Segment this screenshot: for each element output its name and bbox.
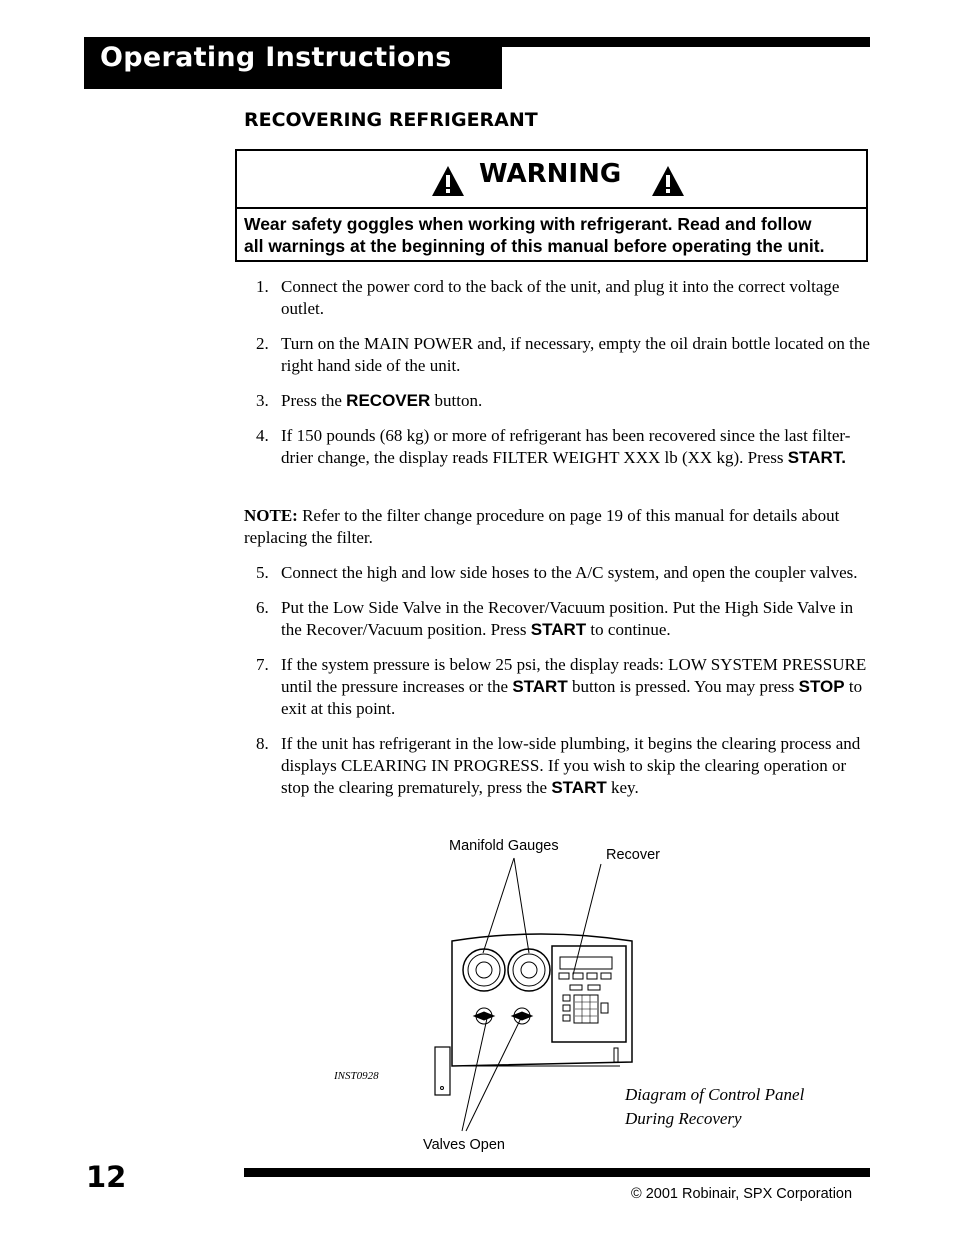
display-window [560, 957, 612, 969]
warning-line: all warnings at the beginning of this manual before operating the unit. [244, 236, 825, 256]
step-text: Connect the power cord to the back of the unit, and plug it into the correct voltage outlet. [281, 277, 840, 318]
step-keyword: START [512, 677, 568, 696]
leader-line [573, 864, 601, 975]
step-text: Put the Low Side Valve in the Recover/Vacuum position. Put the High Side Valve in the Recover/Vacuum position. Press [281, 598, 854, 639]
note-label: NOTE: [244, 506, 298, 525]
high-side-gauge [508, 949, 550, 991]
page-header-title: Operating Instructions [100, 42, 452, 73]
step-text: If 150 pounds (68 kg) or more of refrigerant has been recovered since the last filter-drier change, the display reads FILTER WEIGHT XXX lb (XX kg). Press [281, 426, 851, 467]
figure-code: INST0928 [334, 1070, 379, 1082]
copyright: © 2001 Robinair, SPX Corporation [631, 1186, 853, 1202]
step-number: 3. [256, 391, 269, 410]
step-number: 4. [256, 426, 269, 445]
figure-caption [625, 1083, 804, 1131]
step-text: If the unit has refrigerant in the low-side plumbing, it begins the clearing process and displays CLEARING IN PROGRESS. If you wish to skip the clearing operation or stop the clearing prematurely, press the [281, 734, 861, 797]
page-number: 12 [86, 1160, 127, 1194]
step-text: Press the [281, 391, 347, 410]
recover-label: Recover [606, 847, 660, 863]
step-text: button. [430, 391, 483, 410]
drain-bottle [435, 1047, 450, 1095]
leader-line [514, 858, 529, 953]
footer-rule [244, 1168, 870, 1177]
step-text: key. [606, 778, 639, 797]
step-text: to exit at this point. [281, 677, 863, 718]
step-number: 1. [256, 277, 269, 296]
warning-title: WARNING [479, 159, 622, 189]
leader-line [483, 858, 514, 953]
manifold-gauges-label: Manifold Gauges [449, 838, 559, 854]
step-text: Turn on the MAIN POWER and, if necessary, empty the oil drain bottle located on the right hand side of the unit. [281, 334, 870, 375]
step-number: 8. [256, 734, 269, 753]
step-number: 5. [256, 563, 269, 582]
start-keyword: START. [787, 448, 847, 467]
step-number: 7. [256, 655, 269, 674]
warning-line: Wear safety goggles when working with refrigerant. Read and follow [244, 214, 812, 234]
step-keyword: START [530, 620, 587, 639]
step-number: 6. [256, 598, 269, 617]
note-text: Refer to the filter change procedure on page 19 of this manual for details about replacing the filter. [244, 506, 840, 547]
valves-open-label: Valves Open [423, 1137, 505, 1153]
step-number: 2. [256, 334, 269, 353]
step-text: to continue. [586, 620, 671, 639]
step-text: button is pressed. You may press [567, 677, 799, 696]
step-text: If the system pressure is below 25 psi, the display reads: LOW SYSTEM PRESSURE until the pressure increases or the [281, 655, 867, 696]
control-section [552, 946, 626, 1042]
caption-line: During Recovery [625, 1109, 742, 1128]
step-keyword: STOP [798, 677, 845, 696]
section-title: RECOVERING REFRIGERANT [244, 109, 538, 131]
step-keyword: START [551, 778, 607, 797]
recover-keyword: RECOVER [346, 391, 431, 410]
caption-line: Diagram of Control Panel [625, 1085, 805, 1104]
low-side-gauge [463, 949, 505, 991]
step-text: Connect the high and low side hoses to the A/C system, and open the coupler valves. [281, 563, 858, 582]
